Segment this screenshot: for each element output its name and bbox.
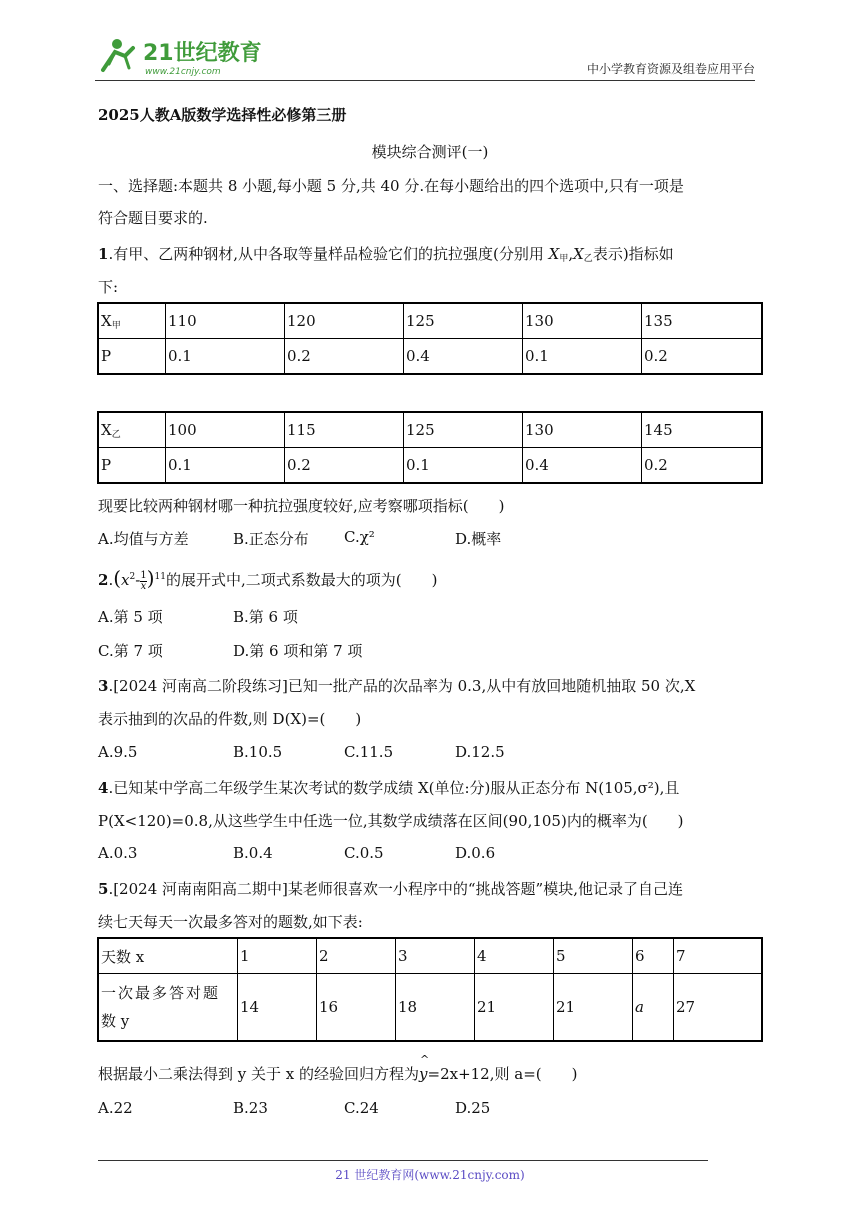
logo-url: www.21cnjy.com	[145, 67, 221, 77]
q5-option-d: D.25	[455, 1099, 491, 1117]
table-cell: $X_甲$	[98, 303, 166, 339]
q2-option-c: C.第 7 项	[98, 642, 163, 660]
q4-line2: P(X<120)=0.8,从这些学生中任选一位,其数学成绩落在区间(90,105)内的概率为( )	[98, 812, 684, 830]
q1-sub-jia: 甲	[559, 254, 569, 264]
table-cell: 5	[554, 938, 633, 974]
q1-text-b: 表示)指标如	[592, 245, 674, 263]
table-cell: 120	[285, 303, 404, 339]
q5-table	[97, 937, 763, 1042]
part1-line2: 符合题目要求的.	[98, 209, 208, 227]
table-cell: 100	[166, 412, 285, 448]
q1-line1: 1.有甲、乙两种钢材,从中各取等量样品检验它们的抗拉强度(分别用 $X_甲,X_乙$表示)指标如	[98, 245, 674, 264]
q2-option-d: D.第 6 项和第 7 项	[233, 642, 363, 660]
q2-option-a: A.第 5 项	[98, 608, 163, 626]
table-cell: 6	[633, 938, 674, 974]
table-cell: 0.4	[404, 339, 523, 375]
q5-option-a: A.22	[98, 1099, 133, 1117]
q1-option-b: B.正态分布	[233, 530, 309, 548]
footer-divider	[98, 1160, 708, 1161]
table-cell: 125	[404, 412, 523, 448]
table-cell: 0.1	[166, 448, 285, 484]
table-cell: 125	[404, 303, 523, 339]
q4-text-1: .已知某中学高二年级学生某次考试的数学成绩 X(单位:分)服从正态分布 N(105,σ²),且	[108, 779, 680, 797]
doc-title: 2025人教A版数学选择性必修第三册	[98, 106, 347, 124]
q1-table-jia	[97, 302, 763, 375]
q1-number: 1	[98, 245, 109, 263]
table-cell: 14	[238, 974, 317, 1042]
q4-option-a: A.0.3	[98, 844, 138, 862]
q3-line1	[98, 675, 695, 696]
table-cell: 0.2	[642, 339, 763, 375]
q3-option-a: A.9.5	[98, 743, 138, 761]
q1-option-c: C.χ²	[344, 528, 375, 546]
footer-text: 21 世纪教育网(www.21cnjy.com)	[335, 1168, 525, 1182]
table-row	[98, 974, 762, 1042]
q1-option-a: A.均值与方差	[98, 530, 189, 548]
q2-text: 的展开式中,二项式系数最大的项为( )	[165, 571, 438, 589]
site-logo	[95, 30, 265, 80]
table-cell: 2	[317, 938, 396, 974]
logo-text: 21世纪教育	[143, 41, 262, 66]
table-row	[98, 339, 762, 375]
table-cell: 7	[674, 938, 763, 974]
q1-text-a: .有甲、乙两种钢材,从中各取等量样品检验它们的抗拉强度(分别用	[108, 245, 544, 263]
q5-text-1: .[2024 河南南阳高二期中]某老师很喜欢一小程序中的“挑战答题”模块,他记录了自己连	[108, 880, 683, 898]
table-cell: 1	[238, 938, 317, 974]
table-cell: 16	[317, 974, 396, 1042]
table-cell: P	[98, 339, 166, 375]
y-hat: ^ y	[419, 1053, 430, 1083]
q5-option-b: B.23	[233, 1099, 268, 1117]
table-cell: 115	[285, 412, 404, 448]
table-cell: 21	[475, 974, 554, 1042]
q5-question	[98, 1053, 578, 1084]
table-cell: 4	[475, 938, 554, 974]
q5-line2: 续七天每天一次最多答对的题数,如下表:	[98, 913, 363, 931]
table-cell: 一次最多答对题 数 y	[98, 974, 238, 1042]
q1-table-yi	[97, 411, 763, 484]
q2-line: $2.(x^2-$ $\frac{1}{x}$ )$^{11}$的展开式中,二项式系数最大的项为( )	[98, 566, 438, 592]
q2-option-b: B.第 6 项	[233, 608, 298, 626]
table-cell: 0.2	[285, 448, 404, 484]
section-title: 模块综合测评(一)	[371, 143, 489, 161]
table-cell: 0.1	[523, 339, 642, 375]
table-cell: 天数 x	[98, 938, 238, 974]
header-divider	[95, 80, 755, 81]
table-cell: P	[98, 448, 166, 484]
q3-number: 3	[98, 677, 109, 695]
q4-option-d: D.0.6	[455, 844, 496, 862]
q4-option-b: B.0.4	[233, 844, 273, 862]
q4-option-c: C.0.5	[344, 844, 384, 862]
table-cell: a	[633, 974, 674, 1042]
q5-number: 5	[98, 880, 109, 898]
q1-option-d: D.概率	[455, 530, 502, 548]
table-cell: 145	[642, 412, 763, 448]
q5-question-b: =2x+12,则 a=( )	[427, 1065, 578, 1083]
table-row	[98, 938, 762, 974]
table-cell: 0.4	[523, 448, 642, 484]
q3-option-b: B.10.5	[233, 743, 283, 761]
q2-number: 2	[98, 571, 109, 589]
q1-sub-yi: 乙	[583, 254, 593, 264]
table-cell: 0.2	[285, 339, 404, 375]
q1-line2: 下:	[98, 278, 119, 296]
table-cell: 110	[166, 303, 285, 339]
q3-option-d: D.12.5	[455, 743, 505, 761]
table-row	[98, 303, 762, 339]
table-cell: 0.2	[642, 448, 763, 484]
table-cell: 130	[523, 303, 642, 339]
q3-line2: 表示抽到的次品的件数,则 D(X)=( )	[98, 710, 362, 728]
q4-line1	[98, 777, 679, 798]
table-cell: 3	[396, 938, 475, 974]
table-cell: 0.1	[404, 448, 523, 484]
q5-line1	[98, 878, 683, 899]
table-cell: 0.1	[166, 339, 285, 375]
q3-text-1: .[2024 河南高二阶段练习]已知一批产品的次品率为 0.3,从中有放回地随机抽取 50 次,X	[108, 677, 696, 695]
q5-option-c: C.24	[344, 1099, 379, 1117]
part1-line1: 一、选择题:本题共 8 小题,每小题 5 分,共 40 分.在每小题给出的四个选项中,只有一项是	[98, 177, 684, 195]
table-cell: $X_乙$	[98, 412, 166, 448]
table-cell: 18	[396, 974, 475, 1042]
header-right-text: 中小学教育资源及组卷应用平台	[586, 62, 755, 76]
q1-question: 现要比较两种钢材哪一种抗拉强度较好,应考察哪项指标( )	[98, 497, 505, 515]
table-cell: 21	[554, 974, 633, 1042]
table-row	[98, 448, 762, 484]
q5-question-a: 根据最小二乘法得到 y 关于 x 的经验回归方程为	[98, 1065, 420, 1083]
table-row	[98, 412, 762, 448]
q3-option-c: C.11.5	[344, 743, 394, 761]
q2-formula: ($x^2-$ $\frac{1}{x}$ )$^{11}$	[113, 566, 166, 592]
q4-number: 4	[98, 779, 109, 797]
table-cell: 27	[674, 974, 763, 1042]
table-cell: 130	[523, 412, 642, 448]
table-cell: 135	[642, 303, 763, 339]
